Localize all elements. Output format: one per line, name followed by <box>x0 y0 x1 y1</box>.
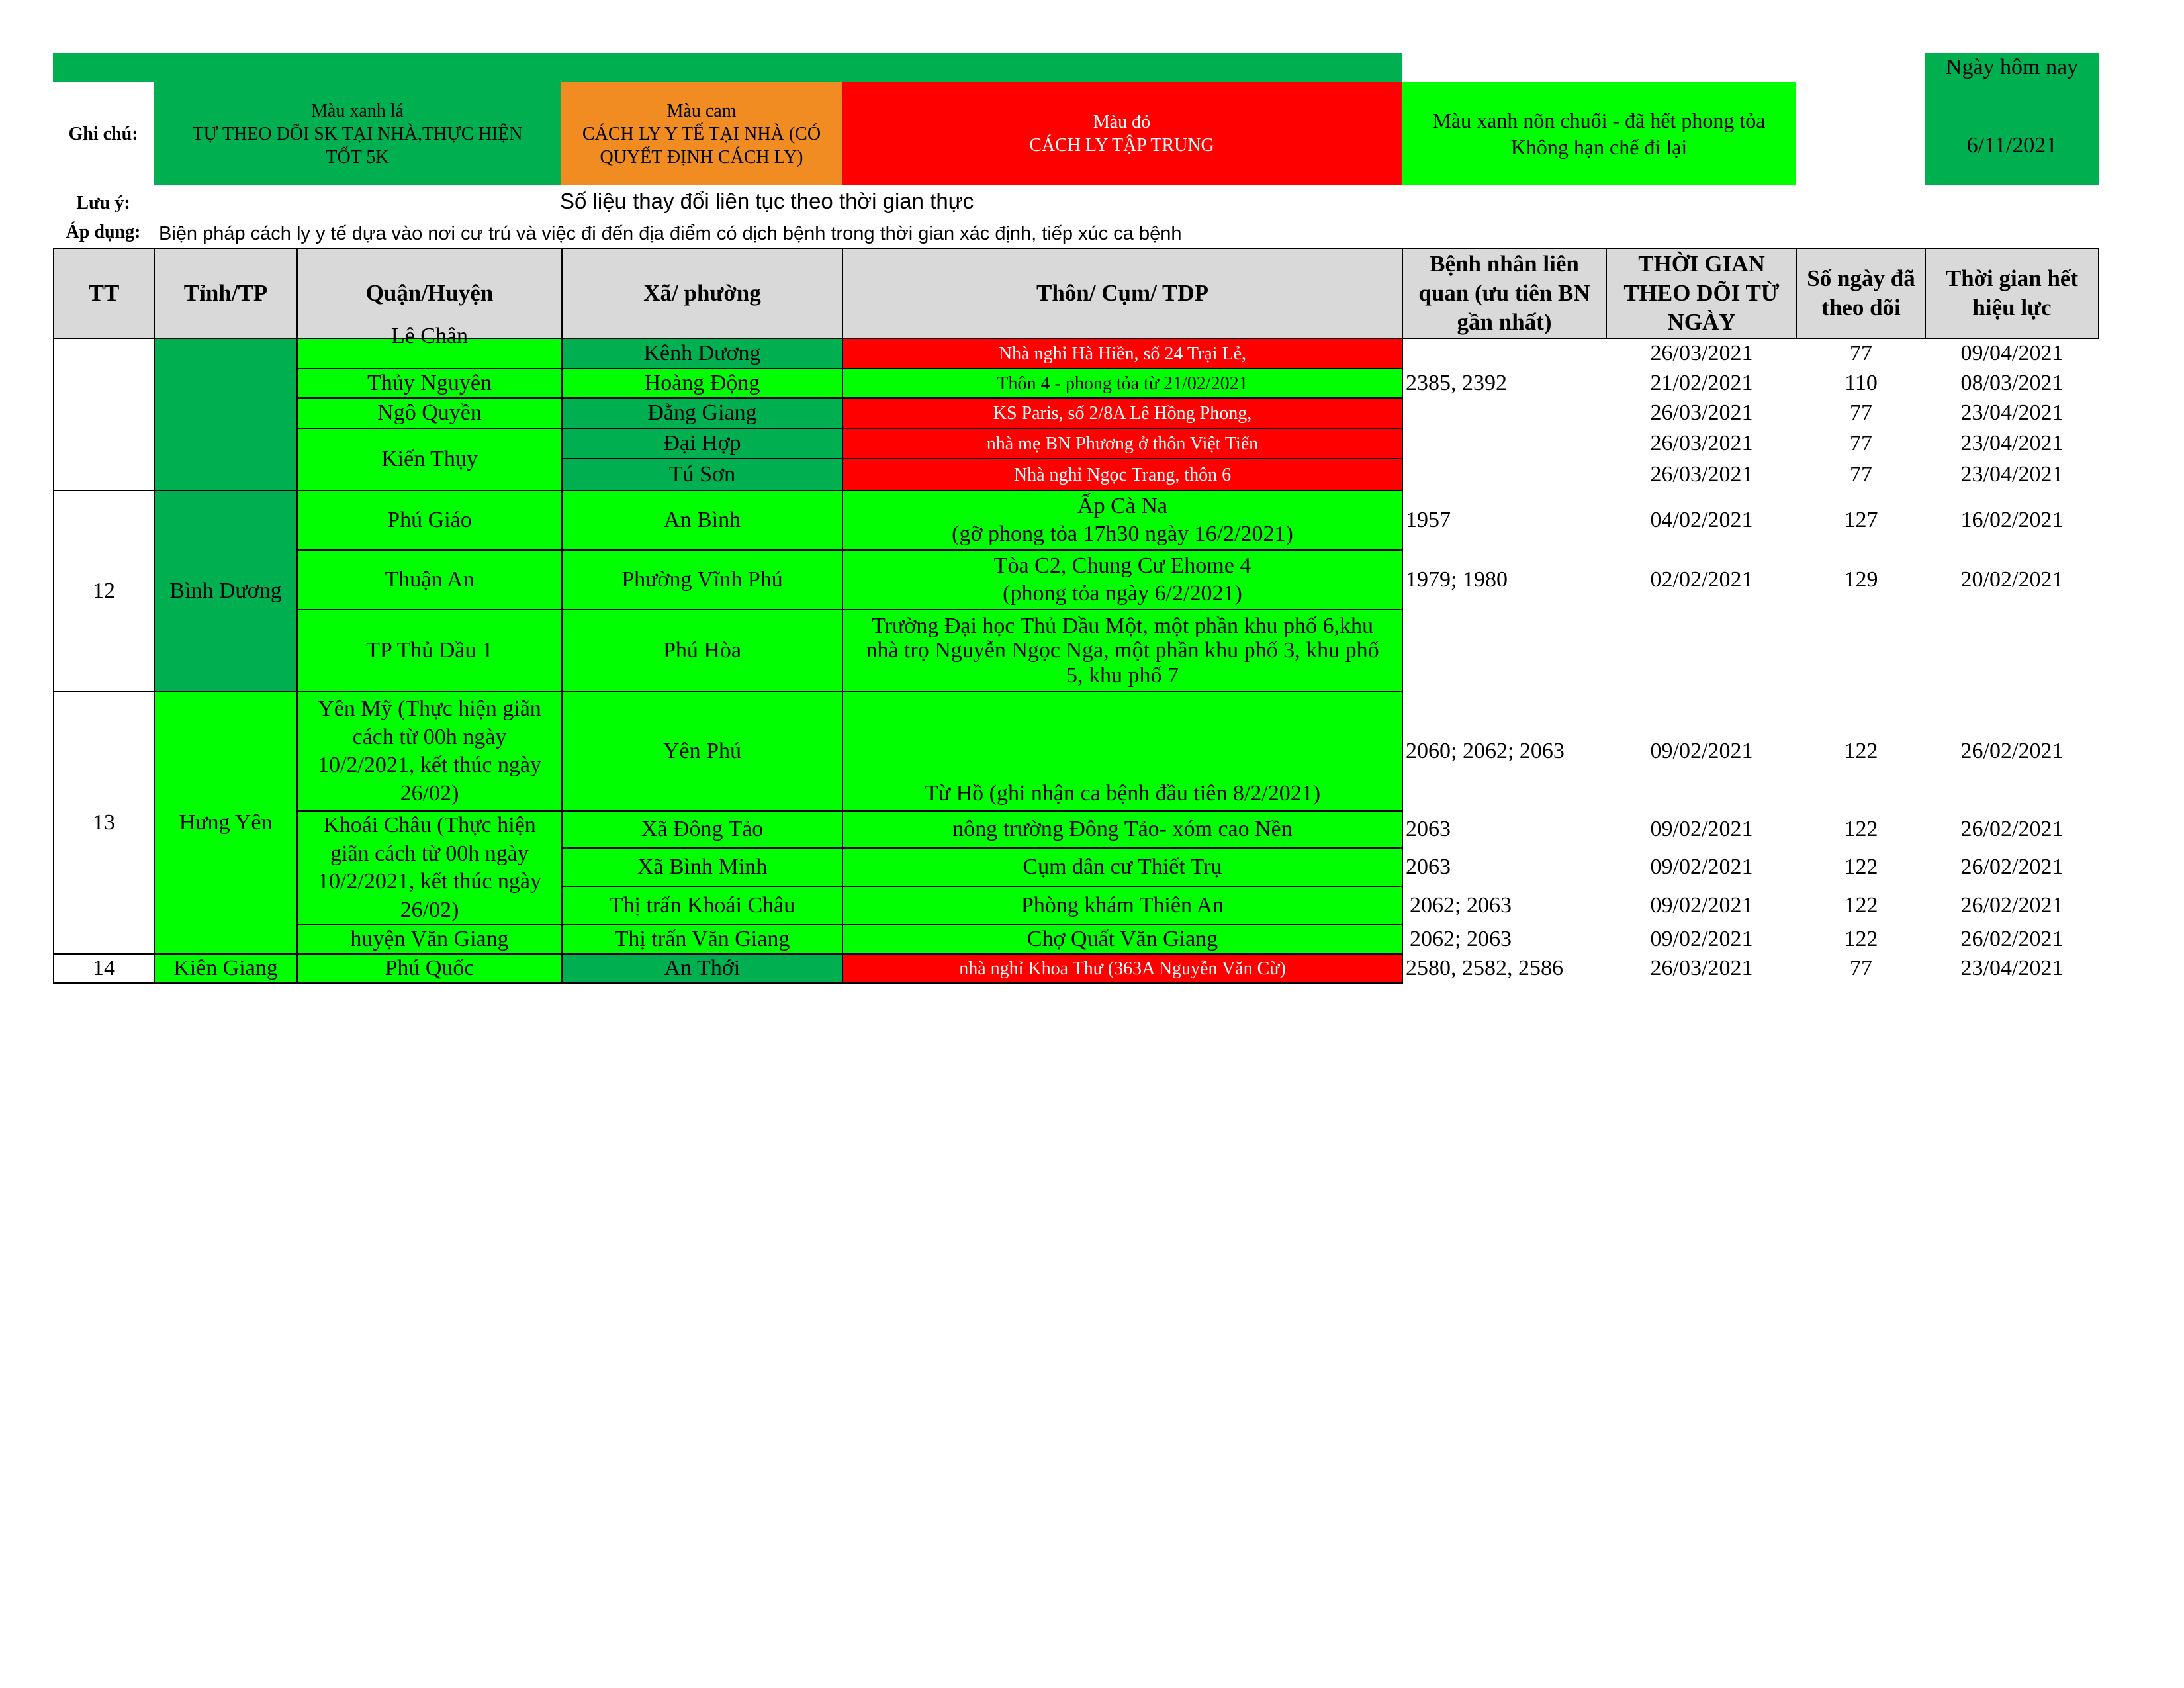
hy-dongtao-from: 09/02/2021 <box>1650 816 1753 841</box>
header-quan: Quận/Huyện <box>296 248 563 339</box>
top-green-bar <box>53 53 1402 82</box>
legend-red-box <box>842 82 1402 185</box>
hy-ttkhoaichau-xa: Thị trấn Khoái Châu <box>561 886 843 925</box>
hp-thuynguyen-days: 110 <box>1844 370 1878 395</box>
hp-thuynguyen-until: 08/03/2021 <box>1960 370 2064 395</box>
bd-thuanan-thon <box>842 549 1403 610</box>
hy-yenmy-quan: Yên Mỹ (Thực hiện giãn cách từ 00h ngày 10/2/2021, kết thúc ngày 26/02) <box>296 691 563 812</box>
header-so-ngay: Số ngày đã theo dõi <box>1796 248 1926 339</box>
hp-ngoquyen-quan: Ngô Quyền <box>296 397 563 429</box>
hp-thuynguyen-bn: 2385, 2392 <box>1406 370 1507 395</box>
bd-tt: 12 <box>53 490 155 692</box>
hp-lechan-text: Lê Chân <box>390 324 469 348</box>
hy-tt: 13 <box>53 691 155 955</box>
bd-thuanan-days: 129 <box>1844 567 1878 592</box>
hy-vangiang-until: 26/02/2021 <box>1960 926 2064 951</box>
hp-tuson-thon: Nhà nghỉ Ngọc Trang, thôn 6 <box>842 458 1403 491</box>
hy-binhminh-xa: Xã Bình Minh <box>561 847 843 887</box>
hy-binhminh-until: 26/02/2021 <box>1960 854 2064 879</box>
hy-ttkhoaichau-bn: 2062; 2063 <box>1410 892 1512 917</box>
header-xa: Xã/ phường <box>561 248 843 339</box>
hp-ngoquyen-xa: Đằng Giang <box>561 397 843 429</box>
bd-tdm-quan: TP Thủ Dầu 1 <box>296 609 563 692</box>
hp-thuynguyen-quan: Thủy Nguyên <box>296 368 563 399</box>
hy-vangiang-from: 09/02/2021 <box>1650 926 1753 951</box>
today-value: 6/11/2021 <box>1966 132 2058 158</box>
bd-phugiao-until: 16/02/2021 <box>1960 507 2064 532</box>
hy-vangiang-thon: Chợ Quất Văn Giang <box>842 924 1403 955</box>
hy-ttkhoaichau-thon: Phòng khám Thiên An <box>842 886 1403 925</box>
hy-tinh: Hưng Yên <box>154 691 298 955</box>
legend-orange-desc: CÁCH LY Y TẾ TẠI NHÀ (CÓ QUYẾT ĐỊNH CÁCH LY) <box>582 123 821 167</box>
today-label: Ngày hôm nay <box>1945 54 2079 79</box>
kg-quan: Phú Quốc <box>296 953 563 984</box>
header-het-hieu-luc: Thời gian hết hiệu lực <box>1925 248 2099 339</box>
hy-vangiang-bn: 2062; 2063 <box>1410 926 1512 951</box>
bd-thuanan-quan: Thuận An <box>296 549 563 610</box>
legend-green-box <box>154 82 561 185</box>
bd-tinh: Bình Dương <box>154 490 298 692</box>
hy-binhminh-thon: Cụm dân cư Thiết Trụ <box>842 847 1403 887</box>
bd-phugiao-thon-2: (gỡ phong tỏa 17h30 ngày 16/2/2021) <box>952 522 1293 546</box>
hp-tuson-from: 26/03/2021 <box>1650 461 1753 487</box>
hp-daihop-days: 77 <box>1850 430 1872 455</box>
hp-daihop-from: 26/03/2021 <box>1650 430 1753 455</box>
legend-label: Ghi chú: <box>68 123 138 144</box>
hy-yenmy-from: 09/02/2021 <box>1650 738 1753 763</box>
today-box <box>1925 53 2099 185</box>
legend-green-desc: TỰ THEO DÕI SK TẠI NHÀ,THỰC HIỆN TỐT 5K <box>192 123 523 167</box>
header-tinh: Tỉnh/TP <box>154 248 298 339</box>
hp-ngoquyen-until: 23/04/2021 <box>1960 400 2064 425</box>
hy-ttkhoaichau-from: 09/02/2021 <box>1650 892 1753 917</box>
legend-lime-box <box>1402 82 1796 185</box>
legend-red-desc: CÁCH LY TẬP TRUNG <box>1029 135 1214 156</box>
bd-tdm-xa: Phú Hòa <box>561 609 843 692</box>
ap-dung-label: Áp dụng: <box>66 221 141 242</box>
hp-kenhduong-days: 77 <box>1850 340 1872 365</box>
hp-kienthuy-quan: Kiến Thụy <box>296 428 563 491</box>
hy-vangiang-quan: huyện Văn Giang <box>296 924 563 955</box>
hy-dongtao-thon: nông trường Đông Tảo- xóm cao Nền <box>842 810 1403 849</box>
legend-lime-title: Màu xanh nõn chuối - đã hết phong tỏa <box>1432 109 1766 132</box>
kg-thon: nhà nghỉ Khoa Thư (363A Nguyễn Văn Cừ) <box>842 953 1403 984</box>
kg-until: 23/04/2021 <box>1960 955 2064 980</box>
hp-daihop-xa: Đại Hợp <box>561 428 843 459</box>
bd-thuanan-thon-1: Tòa C2, Chung Cư Ehome 4 <box>993 553 1251 578</box>
bd-phugiao-from: 04/02/2021 <box>1650 507 1753 532</box>
hp-thuynguyen-thon: Thôn 4 - phong tỏa từ 21/02/2021 <box>842 368 1403 399</box>
bd-thuanan-thon-2: (phong tỏa ngày 6/2/2021) <box>1003 581 1242 606</box>
ap-dung-text: Biện pháp cách ly y tế dựa vào nơi cư trú và việc đi đến địa điểm có dịch bệnh trong thời gian xác định, tiếp xúc ca bệnh <box>159 223 1182 244</box>
bd-tdm-thon: Trường Đại học Thủ Dầu Một, một phần khu phố 6,khu nhà trọ Nguyễn Ngọc Nga, một phần khu phố 3, khu phố 5, khu phố 7 <box>842 609 1403 692</box>
hy-yenmy-thon: Từ Hồ (ghi nhận ca bệnh đầu tiên 8/2/2021) <box>842 691 1403 812</box>
hp-tuson-until: 23/04/2021 <box>1960 461 2064 487</box>
header-tt: TT <box>53 248 155 339</box>
hy-binhminh-bn: 2063 <box>1406 854 1451 879</box>
bd-phugiao-xa: An Bình <box>561 490 843 551</box>
legend-green-title: Màu xanh lá <box>311 100 404 121</box>
hy-ttkhoaichau-days: 122 <box>1844 892 1878 917</box>
header-thoi-gian: THỜI GIAN THEO DÕI TỪ NGÀY <box>1606 248 1797 339</box>
kg-xa: An Thới <box>561 953 843 984</box>
hy-yenmy-until: 26/02/2021 <box>1960 738 2064 763</box>
hy-binhminh-days: 122 <box>1844 854 1878 879</box>
kg-tinh: Kiên Giang <box>154 953 298 984</box>
bd-phugiao-days: 127 <box>1844 507 1878 532</box>
legend-orange-title: Màu cam <box>666 100 737 121</box>
kg-bn: 2580, 2582, 2586 <box>1406 955 1563 980</box>
hy-dongtao-xa: Xã Đông Tảo <box>561 810 843 849</box>
legend-orange-box <box>561 82 842 185</box>
hp-tinh-cell <box>154 338 298 491</box>
hp-lechan-quan <box>296 324 563 369</box>
hy-binhminh-from: 09/02/2021 <box>1650 854 1753 879</box>
bd-phugiao-quan: Phú Giáo <box>296 490 563 551</box>
bd-thuanan-bn: 1979; 1980 <box>1406 567 1508 592</box>
bd-thuanan-until: 20/02/2021 <box>1960 567 2064 592</box>
hp-kenhduong-from: 26/03/2021 <box>1650 340 1753 365</box>
hy-yenmy-days: 122 <box>1844 738 1878 763</box>
hp-thuynguyen-xa: Hoàng Động <box>561 368 843 399</box>
hp-daihop-thon: nhà mẹ BN Phương ở thôn Việt Tiến <box>842 428 1403 459</box>
hy-ttkhoaichau-until: 26/02/2021 <box>1960 892 2064 917</box>
hy-dongtao-bn: 2063 <box>1406 816 1451 841</box>
hy-khoaichau-quan: Khoái Châu (Thực hiện giãn cách từ 00h ngày 10/2/2021, kết thúc ngày 26/02) <box>296 810 563 925</box>
hp-thuynguyen-from: 21/02/2021 <box>1650 370 1753 395</box>
header-benh-nhan: Bệnh nhân liên quan (ưu tiên BN gần nhất) <box>1402 248 1607 339</box>
bd-phugiao-thon-1: Ấp Cà Na <box>1077 493 1167 518</box>
kg-tt: 14 <box>53 953 155 984</box>
hy-yenmy-xa: Yên Phú <box>561 691 843 812</box>
hp-kenhduong-thon: Nhà nghỉ Hà Hiền, số 24 Trại Lẻ, <box>842 338 1403 369</box>
bd-thuanan-xa: Phường Vĩnh Phú <box>561 549 843 610</box>
hy-dongtao-until: 26/02/2021 <box>1960 816 2064 841</box>
hp-ngoquyen-from: 26/03/2021 <box>1650 400 1753 425</box>
hp-tt-cell <box>53 338 155 491</box>
legend-lime-desc: Không hạn chế đi lại <box>1510 135 1688 159</box>
bd-phugiao-bn: 1957 <box>1406 507 1451 532</box>
hy-vangiang-days: 122 <box>1844 926 1878 951</box>
kg-from: 26/03/2021 <box>1650 955 1753 980</box>
hp-tuson-xa: Tú Sơn <box>561 458 843 491</box>
hp-kenhduong-xa: Kênh Dương <box>561 338 843 369</box>
hp-kenhduong-until: 09/04/2021 <box>1960 340 2064 365</box>
legend-red-title: Màu đỏ <box>1093 112 1151 132</box>
hy-dongtao-days: 122 <box>1844 816 1878 841</box>
hp-ngoquyen-thon: KS Paris, số 2/8A Lê Hồng Phong, <box>842 397 1403 429</box>
hp-daihop-until: 23/04/2021 <box>1960 430 2064 455</box>
hy-yenmy-bn: 2060; 2062; 2063 <box>1406 738 1565 763</box>
bd-thuanan-from: 02/02/2021 <box>1650 567 1753 592</box>
bd-phugiao-thon <box>842 490 1403 551</box>
header-thon: Thôn/ Cụm/ TDP <box>842 248 1403 339</box>
hp-ngoquyen-days: 77 <box>1850 400 1872 425</box>
hp-tuson-days: 77 <box>1850 461 1872 487</box>
kg-days: 77 <box>1850 955 1872 980</box>
hy-vangiang-xa: Thị trấn Văn Giang <box>561 924 843 955</box>
luu-y-label: Lưu ý: <box>76 192 130 213</box>
luu-y-text: Số liệu thay đổi liên tục theo thời gian thực <box>560 189 974 213</box>
